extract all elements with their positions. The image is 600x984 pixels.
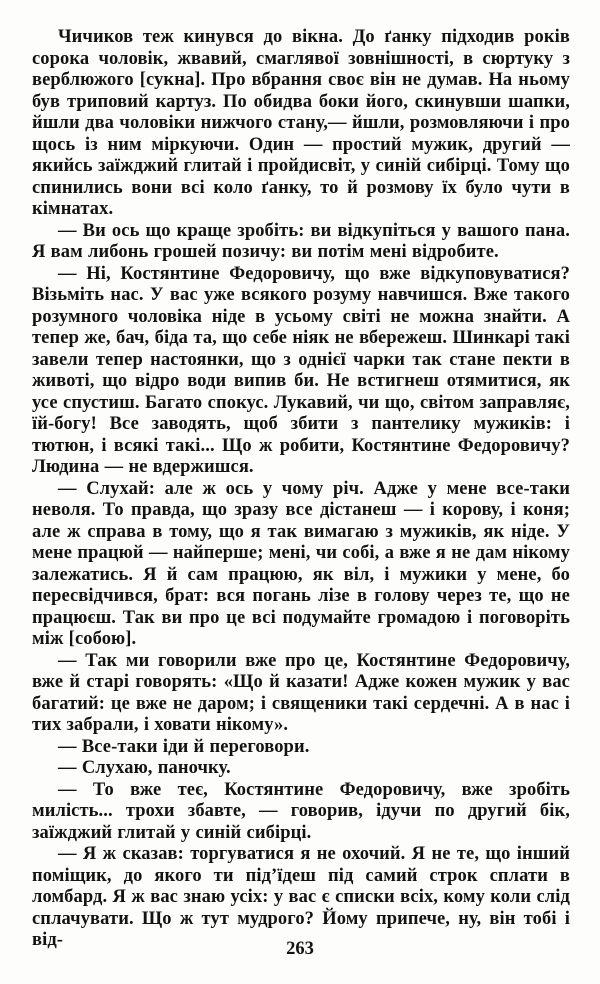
paragraph: — Все-таки іди й переговори. [58,736,310,757]
paragraph: — Слухаю, паночку. [58,758,231,778]
book-text-column [32,27,570,952]
paragraph: — Ви ось що краще зробіть: ви відкупіться у вашого пана. Я вам либонь грошей позичу: ви потім мені відробите. [32,220,570,262]
paragraph: — Слухай: але ж ось у чому річ. Адже у мене все-таки неволя. То правда, що зразу все дістанеш — і корову, і коня; але ж справа в тому, що я так вимагаю з мужиків, як ніде. У мене працюй — найперше; мені, чи собі, а вже я не дам нікому залежатись. Я й сам працюю, як віл, і мужики у мене, бо пересвідчився, брат: вся погань лізе в голову через те, що не працюєш. Так ви про це всі подумайте громадою і поговоріть між [собою]. [32,478,570,649]
paragraph: — Я ж сказав: торгуватися я не охочий. Я не те, що інший поміщик, до якого ти під’їдеш під самий строк сплати в ломбард. Я ж вас знаю усіх: у вас є списки всіх, кому коли слід сплачувати. Що ж тут мудрого? Йому припече, ну, він тобі і від- [32,844,570,950]
paragraph: — То вже теє, Костянтине Федоровичу, вже зробіть милість... трохи збавте, — говорив, ідучи по другий бік, заїжджий глитай у синій сибірці. [32,779,570,843]
paragraph: — Так ми говорили вже про це, Костянтине Федоровичу, вже й старі говорять: «Що й казати! Адже кожен мужик у вас багатий: це вже не даром; і священики такі сердечні. А в нас і тих забрали, і ховати нікому». [32,650,570,735]
page-number: 263 [286,939,314,959]
paragraph: — Ні, Костянтине Федоровичу, що вже відкуповуватися? Візьміть нас. У вас уже всякого розуму навчишся. Вже такого розумного чоловіка ніде в усьому світі не можна знайти. А тепер же, бач, біда та, що себе ніяк не вбережеш. Шинкарі такі завели тепер настоянки, що з однієї чарки так стане пекти в животі, що відро води випив би. Не встигнеш отямитися, як усе спустиш. Багато спокус. Лукавий, чи що, світом заправляє, їй-богу! Все заводять, щоб збити з пантелику мужиків: і тютюн, і всякі такі... Що ж робити, Костянтине Федоровичу? Людина — не вдержишся. [32,263,570,477]
paragraph: Чичиков теж кинувся до вікна. До ґанку підходив років сорока чоловік, жвавий, смаглявої зовнішності, в сюртуку з верблюжого [сукна]. Про вбрання своє він не думав. На ньому був триповий картуз. По обидва боки його, скинувши шапки, йшли два чоловіки нижчого стану,— йшли, розмовляючи і про щось із ним міркуючи. Один — простий мужик, другий — якийсь заїжджий глитай і пройдисвіт, у синій сибірці. Тому що спинились вони всі коло ґанку, то й розмову їх було чути в кімнатах. [32,27,570,219]
